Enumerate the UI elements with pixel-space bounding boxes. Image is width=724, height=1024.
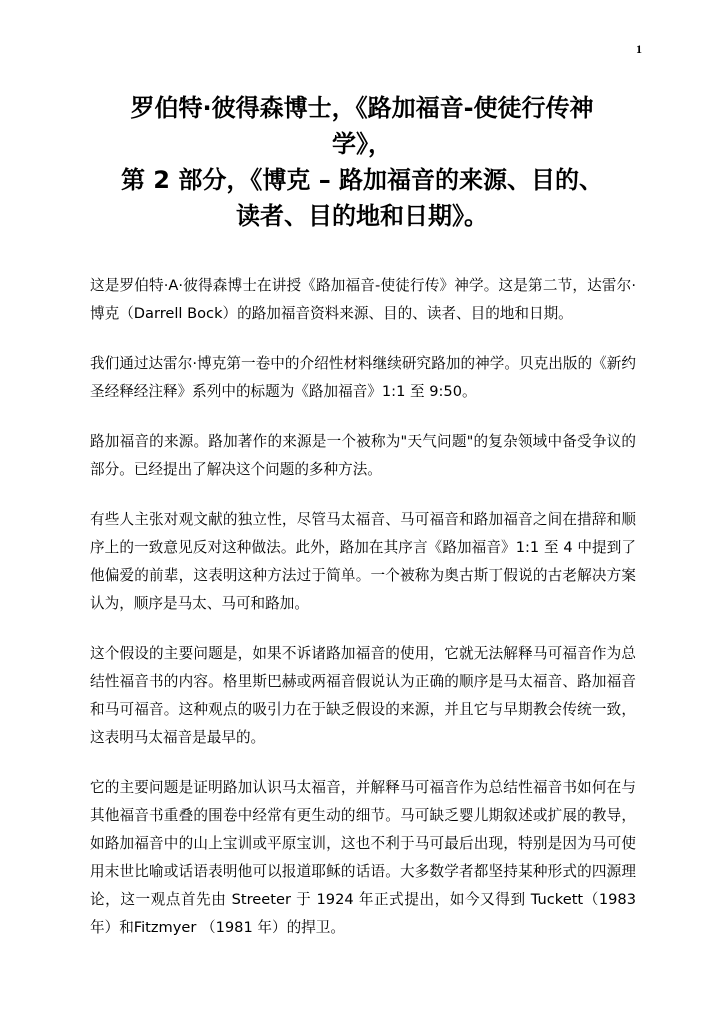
title-line: 读者、目的地和日期》。 (236, 202, 488, 230)
document-body (90, 272, 636, 964)
page-number: 1 (636, 42, 642, 56)
title-line: 第 2 部分，《博克 – 路加福音的来源、目的、 (120, 166, 604, 194)
title-line: 罗伯特·彼得森博士，《路加福音-使徒行传神 (130, 94, 594, 122)
document-title (90, 90, 634, 234)
paragraph-four-source: 它的主要问题是证明路加认识马太福音，并解释马可福音作为总结性福音书如何在与其他福音书重叠的围卷中经常有更生动的细节。马可缺乏婴儿期叙述或扩展的教导，如路加福音中的山上宝训或平原宝训，这也不利于马可最后出现，特别是因为马可使用末世比喻或话语表明他可以报道耶稣的话语。大多数学者都坚持某种形式的四源理论，这一观点首先由 Streeter 于 1924 年正式提出，如今又得到 Tuckett（1983 年）和Fitzmyer （1981 年）的捍卫。 (90, 779, 636, 936)
paragraph-sources: 路加福音的来源。路加著作的来源是一个被称为"天气问题"的复杂领域中备受争议的部分。已经提出了解决这个问题的多种方法。 (90, 433, 636, 478)
paragraph-griesbach: 这个假设的主要问题是，如果不诉诸路加福音的使用，它就无法解释马可福音作为总结性福音书的内容。格里斯巴赫或两福音假说认为正确的顺序是马太福音、路加福音和马可福音。这种观点的吸引力在于缺乏假设的来源，并且它与早期教会传统一致，这表明马太福音是最早的。 (90, 645, 636, 746)
paragraph-bock-volume: 我们通过达雷尔·博克第一卷中的介绍性材料继续研究路加的神学。贝克出版的《新约圣经释经注释》系列中的标题为《路加福音》1:1 至 9:50。 (90, 355, 636, 400)
paragraph-independence: 有些人主张对观文献的独立性，尽管马太福音、马可福音和路加福音之间在措辞和顺序上的一致意见反对这种做法。此外，路加在其序言《路加福音》1:1 至 4 中提到了他偏爱的前辈，这表明这种方法过于简单。一个被称为奥古斯丁假说的古老解决方案认为，顺序是马太、马可和路加。 (90, 511, 636, 612)
title-line: 学》， (332, 130, 392, 158)
paragraph-intro: 这是罗伯特·A·彼得森博士在讲授《路加福音-使徒行传》神学。这是第二节，达雷尔·博克（Darrell Bock）的路加福音资料来源、目的、读者、目的地和日期。 (90, 277, 636, 322)
